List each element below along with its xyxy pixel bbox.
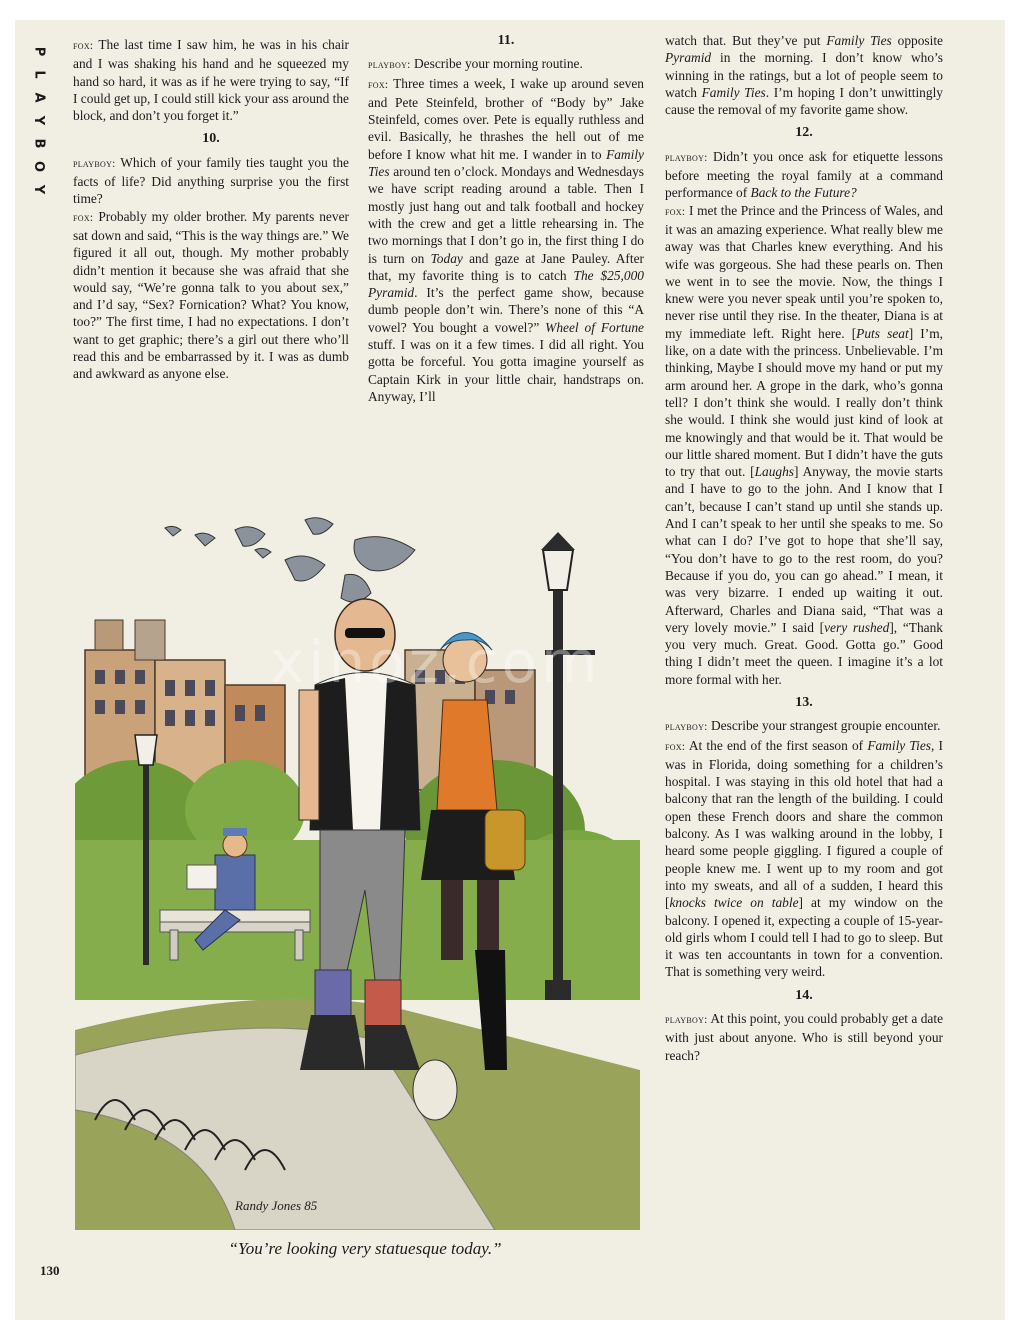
question-paragraph: playboy: Describe your morning routine.: [368, 56, 583, 72]
answer-paragraph: fox: The last time I saw him, he was in his chair and I was shaking his hand and he squeezed my hand so hard, it was as if he were trying to say, “If I could get up, I could still kick your ass around the block, and don’t you forget it.”: [73, 37, 350, 124]
magazine-page: [15, 20, 1005, 1320]
question-paragraph: playboy: At this point, you could probably get a date with just about anyone. Who is still beyond your reach?: [665, 1011, 944, 1063]
question-number: 14.: [795, 987, 813, 1003]
masthead-letter: Y: [31, 115, 47, 126]
masthead-letter: L: [31, 70, 47, 79]
answer-paragraph: fox: Three times a week, I wake up around seven and Pete Steinfeld, brother of “Body by” Jake Steinfeld, comes over. Pete is equally ruthless and evil. Basically, he thrashes the hell out of me before I know what hit me. I wander in to Family Ties around ten o’clock. Mondays and Wednesdays we have script reading around a table. Then I mostly just hang out and talk football and hockey with the crew and get a little rehearsing in. The two mornings that I don’t go in, the first thing I do is turn on Today and gaze at Jane Pauley. After that, my favorite thing is to catch The $25,000 Pyramid. It’s the perfect game show, because dumb people don’t win. There’s none of this “A vowel? You bought a vowel?” Wheel of Fortune stuff. I was on it a few times. I did all right. You gotta be forceful. You gotta imagine yourself as Captain Kirk in your little chair, handstraps on. Anyway, I’ll: [368, 75, 644, 404]
masthead-letter: O: [31, 160, 47, 173]
playboy-masthead: [31, 40, 47, 201]
column-3: [665, 32, 943, 1064]
answer-paragraph: fox: I met the Prince and the Princess of Wales, and it was an amazing experience. What really blew me away was that Charles knew everything. And his wife was gorgeous. She had these pearls on. Then we went in to see the movie. Now, the things I knew were you never speak until you’re spoken to, never rise until they rise. In the theater, Diana is at my immediate left. Right here. [Puts seat] I’m, like, on a date with the princess. Unbelievable. I’m thinking, Maybe I should move my hand or put my arm around her. A grope in the dark, who’s gonna tell? I don’t think she would. I really don’t think she would. I think she would just kind of look at me knowingly and that would be it. That would be our little shared moment. But I didn’t have the guts to try that out. [Laughs] Anyway, the movie starts and I have to go to the john. And I know that I can’t, because I can’t stand up until she stands up. And I can’t speak to her until she speaks to me. So what can I do? I’ve got to hope that she’ll say, “You don’t have to go to the rest room, do you? Because if you do, you can go ahead.” I mean, it was very bizarre. I ended up waiting it out. Afterward, Charles and Diana said, “That was a very lovely movie.” I said [very rushed], “Thank you very much. Great. Good. Gotta go.” Good thing I didn’t meet the queen. I imagine it’s a lot more formal with her.: [665, 202, 943, 687]
answer-paragraph: fox: At the end of the first season of Family Ties, I was in Florida, doing something for a children’s hospital. I was staying in this old hotel that had a balcony that ran the length of the building. I could open these French doors and share the common balcony. As I was walking around in the lobby, I heard some people giggling. I figured a couple of people knew me. I went up to my room and got into my sweats, and all of a sudden, I heard this [knocks twice on table] at my window on the balcony. I opened it, expecting a couple of 15-year-old girls whom I could tell I had to go to sleep. But it was ten accountants in town for a convention. That is something very weird.: [665, 737, 944, 980]
column-1: [73, 36, 349, 383]
question-number: 13.: [795, 694, 813, 710]
masthead-letter: A: [31, 92, 47, 103]
masthead-letter: B: [31, 138, 47, 149]
question-number: 12.: [795, 125, 813, 141]
question-number: 10.: [202, 131, 220, 147]
question-paragraph: playboy: Describe your strangest groupie encounter.: [665, 718, 941, 734]
watermark: xinoz.com: [270, 628, 602, 696]
masthead-letter: Y: [31, 184, 47, 195]
answer-paragraph: fox: Probably my older brother. My parents never sat down and said, “This is the way things are.” We figured it all out, though. My mother probably didn’t mention it because she was afraid that she would say, “We’re gonna talk to you about sex,” and I’d say, “Sex? Fornication? What? You know, too?” The first time, I had no expectations. I don’t want to get graphic; there’s a girl out there who’ll read this and be embarrassed by it. I was as dumb and awkward as anyone else.: [73, 208, 349, 382]
pigeons: [165, 518, 415, 602]
cartoon-illustration: [75, 510, 640, 1230]
answer-continuation: watch that. But they’ve put Family Ties opposite Pyramid in the morning. I don’t know who’s winning in the ratings, but a lot of people seem to watch Family Ties. I’m hoping I don’t unwittingly cause the removal of my favorite game show.: [665, 33, 943, 118]
page-number: 130: [40, 1263, 60, 1278]
column-2: [368, 32, 644, 405]
masthead-letter: P: [31, 46, 47, 57]
question-number: 11.: [497, 33, 515, 48]
cartoon-caption: “You’re looking very statuesque today.”: [228, 1239, 502, 1258]
artist-signature: Randy Jones 85: [235, 1198, 318, 1213]
question-paragraph: playboy: Which of your family ties taught you the facts of life? Did anything surprise you the first time?: [73, 154, 350, 207]
question-paragraph: playboy: Didn’t you once ask for etiquette lessons before meeting the royal family at a command performance of Back to the Future?: [665, 148, 943, 201]
